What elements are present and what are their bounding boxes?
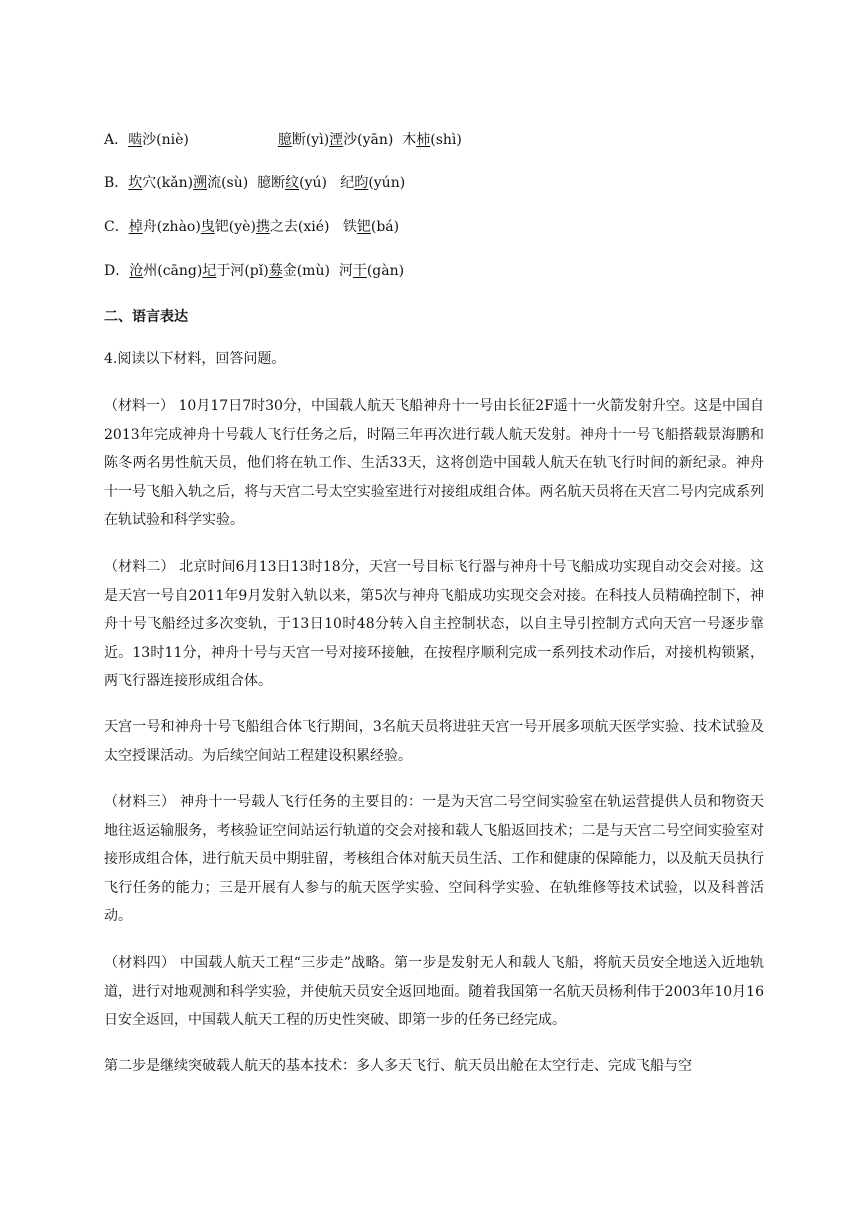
option-d[interactable] [104, 261, 404, 281]
underlined-character: 沧 [129, 263, 144, 279]
option-text: 断(yì) [291, 132, 330, 148]
option-text: 于河(pǐ) [216, 263, 269, 279]
material-4-continuation-paragraph: 第二步是继续突破载人航天的基本技术：多人多天飞行、航天员出舱在太空行走、完成飞船与空 [104, 1058, 692, 1074]
option-text: 金(mù) 河 [282, 263, 353, 279]
option-letter: C． [104, 219, 129, 235]
material-2-paragraph: （材料二） 北京时间6月13日13时18分，天宫一号目标飞行器与神舟十号飞船成功实现自动交会对接。这是天宫一号自2011年9月发射入轨以来，第5次与神舟飞船成功实现交会对接。在科技人员精确控制下，神舟十号飞船经过多次变轨，于13日10时48分转入自主控制状态，以自主导引控制方式向天宫一号逐步靠近。13时11分，神舟十号与天宫一号对接环接触，在按程序顺利完成一系列技术动作后，对接机构锁紧，两飞行器连接形成组合体。 [104, 559, 764, 689]
section-heading: 二、语言表达 [104, 309, 188, 325]
underlined-character: 携 [255, 219, 270, 235]
option-b[interactable] [104, 173, 405, 193]
option-c[interactable] [104, 217, 399, 237]
option-letter: B． [104, 175, 129, 191]
option-letter: D． [104, 263, 130, 279]
question-prompt: 4.阅读以下材料，回答问题。 [104, 351, 286, 367]
option-text: 流(sù) 臆断 [207, 175, 286, 191]
option-text: 钯(yè) [214, 219, 256, 235]
option-text: (shì) [430, 132, 462, 148]
option-text [189, 132, 278, 148]
material-1-paragraph: （材料一） 10月17日7时30分，中国载人航天飞船神舟十一号由长征2F遥十一火箭发射升空。这是中国自2013年完成神舟十号载人飞行任务之后，时隔三年再次进行载人航天发射。神舟十一号飞船搭载景海鹏和陈冬两名男性航天员，他们将在轨工作、生活33天，这将创造中国载人航天在轨飞行时间的新纪录。神舟十一号飞船入轨之后，将与天宫二号太空实验室进行对接组成组合体。两名航天员将在天宫二号内完成系列在轨试验和科学实验。 [104, 398, 764, 528]
underlined-character: 昀 [354, 175, 369, 191]
material-2-continuation-paragraph: 天宫一号和神舟十号飞船组合体飞行期间，3名航天员将进驻天宫一号开展多项航天医学实验、技术试验及太空授课活动。为后续空间站工程建设积累经验。 [104, 719, 764, 764]
underlined-character: 坎 [128, 175, 143, 191]
material-3-paragraph: （材料三） 神舟十一号载人飞行任务的主要目的：一是为天宫二号空间实验室在轨运营提供人员和物资天地往返运输服务，考核验证空间站运行轨道的交会对接和载人飞船返回技术；二是与天宫二号空间实验室对接形成组合体，进行航天员中期驻留，考核组合体对航天员生活、工作和健康的保障能力，以及航天员执行飞行任务的能力；三是开展有人参与的航天医学实验、空间科学实验、在轨维修等技术试验，以及科普活动。 [104, 794, 764, 924]
option-text: 穴(kǎn) [142, 175, 194, 191]
option-text: 沙(niè) [142, 132, 189, 148]
option-text: (gàn) [366, 263, 405, 279]
option-letter: A． [104, 132, 129, 148]
option-text: 之去(xié) 铁 [269, 219, 357, 235]
option-text: 舟(zhào) [142, 219, 201, 235]
underlined-character: 圮 [202, 263, 217, 279]
underlined-character: 臆 [277, 132, 292, 148]
option-text: 沙(yān) 木 [343, 132, 417, 148]
option-text: (yún) [368, 175, 406, 191]
underlined-character: 棹 [128, 219, 143, 235]
underlined-character: 钯 [356, 219, 371, 235]
option-text: (yú) 纪 [299, 175, 355, 191]
option-a[interactable] [104, 130, 462, 150]
underlined-character: 啮 [128, 132, 143, 148]
underlined-character: 募 [268, 263, 283, 279]
option-text: (bá) [370, 219, 400, 235]
material-4-paragraph: （材料四） 中国载人航天工程“三步走”战略。第一步是发射无人和载人飞船，将航天员安全地送入近地轨道，进行对地观测和科学实验，并使航天员安全返回地面。随着我国第一名航天员杨利伟于2003年10月16日安全返回，中国载人航天工程的历史性突破、即第一步的任务已经完成。 [104, 955, 764, 1028]
underlined-character: 干 [352, 263, 367, 279]
underlined-character: 柿 [416, 132, 431, 148]
underlined-character: 湮 [329, 132, 344, 148]
option-text: 州(cāng) [143, 263, 203, 279]
underlined-character: 纹 [285, 175, 300, 191]
underlined-character: 曳 [200, 219, 215, 235]
underlined-character: 溯 [193, 175, 208, 191]
